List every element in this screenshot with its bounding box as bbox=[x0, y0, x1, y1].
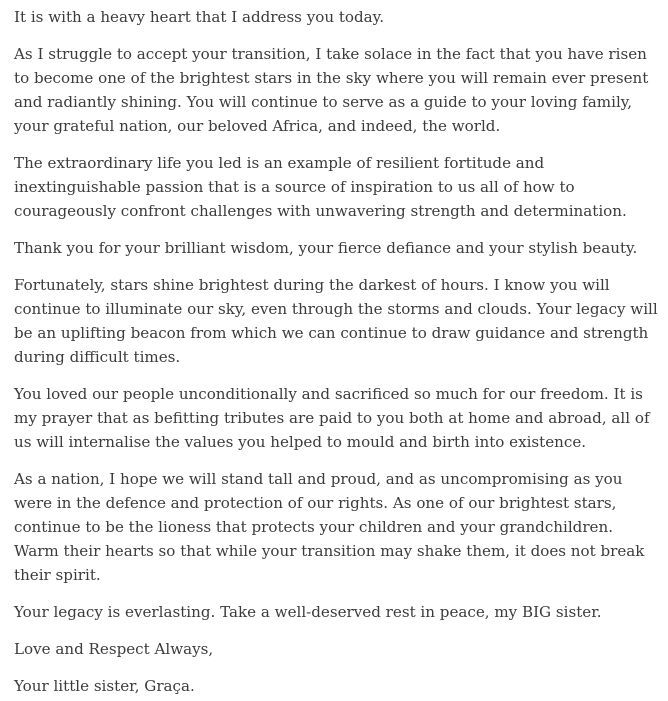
paragraph-thank-you: Thank you for your brilliant wisdom, your fierce defiance and your stylish beauty. bbox=[14, 239, 638, 257]
paragraph-opening: It is with a heavy heart that I address you today. bbox=[14, 8, 384, 26]
paragraph-stars-shine: Fortunately, stars shine brightest during the darkest of hours. I know you will continue to illuminate our sky, even through the storms and clouds. Your legacy will be an uplifting beacon from which we can continue to draw guidance and strength during difficult times. bbox=[14, 276, 658, 366]
paragraph-transition: As I struggle to accept your transition, I take solace in the fact that you have risen to become one of the brightest stars in the sky where you will remain ever present and radiantly shining. You will continue to serve as a guide to your loving family, your grateful nation, our beloved Africa, and indeed, the world. bbox=[14, 45, 649, 135]
paragraph-extraordinary-life: The extraordinary life you led is an example of resilient fortitude and inextinguishable passion that is a source of inspiration to us all of how to courageously confront challenges with unwavering strength and determination. bbox=[14, 154, 627, 220]
closing-line: Love and Respect Always, bbox=[14, 640, 214, 658]
signature-line: Your little sister, Graça. bbox=[14, 677, 195, 695]
paragraph-as-a-nation: As a nation, I hope we will stand tall and proud, and as uncompromising as you were in the defence and protection of our rights. As one of our brightest stars, continue to be the lioness that protects your children and your grandchildren. Warm their hearts so that while your transition may shake them, it does not break their spirit. bbox=[14, 470, 645, 584]
paragraph-legacy: Your legacy is everlasting. Take a well-deserved rest in peace, my BIG sister. bbox=[14, 603, 602, 621]
paragraph-loved-our-people: You loved our people unconditionally and sacrificed so much for our freedom. It is my prayer that as befitting tributes are paid to you both at home and abroad, all of us will internalise the values you helped to mould and birth into existence. bbox=[14, 385, 650, 451]
